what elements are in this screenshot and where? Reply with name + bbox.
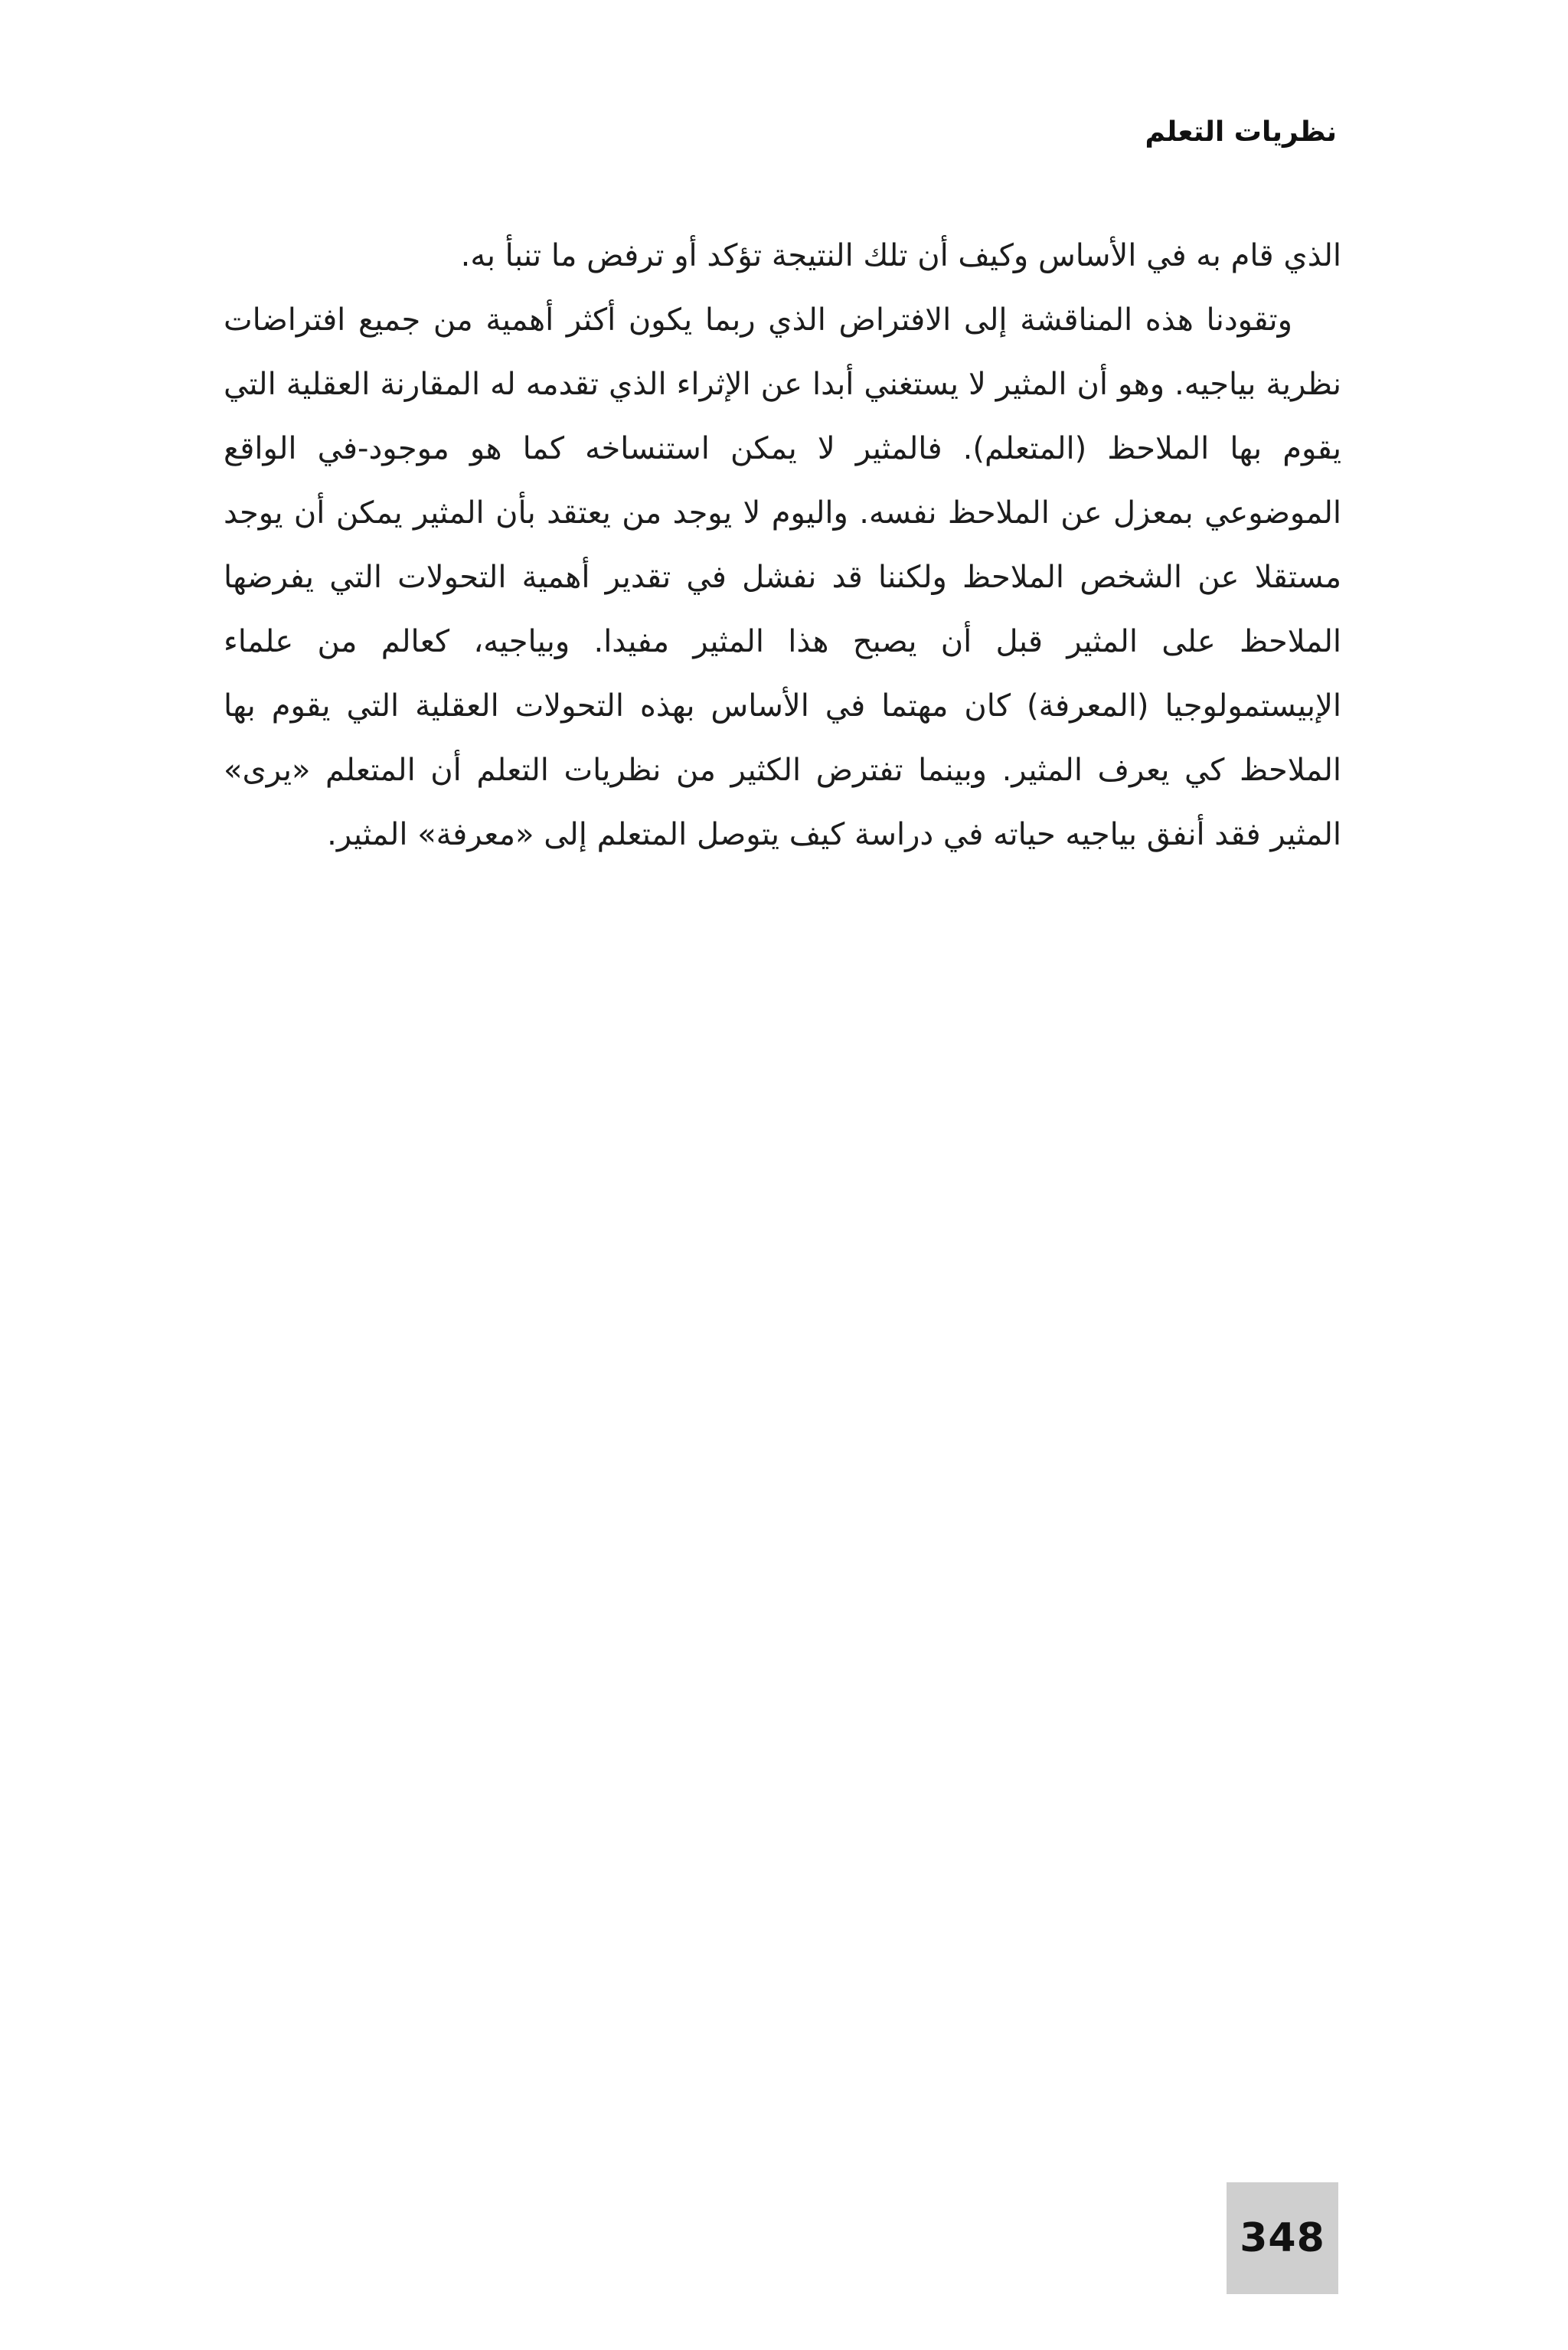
page-number-box <box>1227 2182 1338 2294</box>
running-header-title: نظريات التعلم <box>1145 116 1337 148</box>
paragraph-main: وتقودنا هذه المناقشة إلى الافتراض الذي ربما يكون أكثر أهمية من جميع افتراضات نظرية بياجيه. وهو أن المثير لا يستغني أبدا عن الإثراء الذي تقدمه له المقارنة العقلية التي يقوم بها الملاحظ (المتعلم). فالمثير لا يمكن استنساخه كما هو موجود-في الواقع الموضوعي بمعزل عن الملاحظ نفسه. واليوم لا يوجد من يعتقد بأن المثير يمكن أن يوجد مستقلا عن الشخص الملاحظ ولكننا قد نفشل في تقدير أهمية التحولات التي يفرضها الملاحظ على المثير قبل أن يصبح هذا المثير مفيدا. وبياجيه، كعالم من علماء الإبيستمولوجيا (المعرفة) كان مهتما في الأساس بهذه التحولات العقلية التي يقوم بها الملاحظ كي يعرف المثير. وبينما تفترض الكثير من نظريات التعلم أن المتعلم «يرى» المثير فقد أنفق بياجيه حياته في دراسة كيف يتوصل المتعلم إلى «معرفة» المثير. <box>224 302 1341 852</box>
paragraph-continuation: الذي قام به في الأساس وكيف أن تلك النتيجة تؤكد أو ترفض ما تنبأ به. <box>460 238 1341 273</box>
page-number: 348 <box>1240 2215 1325 2261</box>
body-text <box>224 224 1341 867</box>
